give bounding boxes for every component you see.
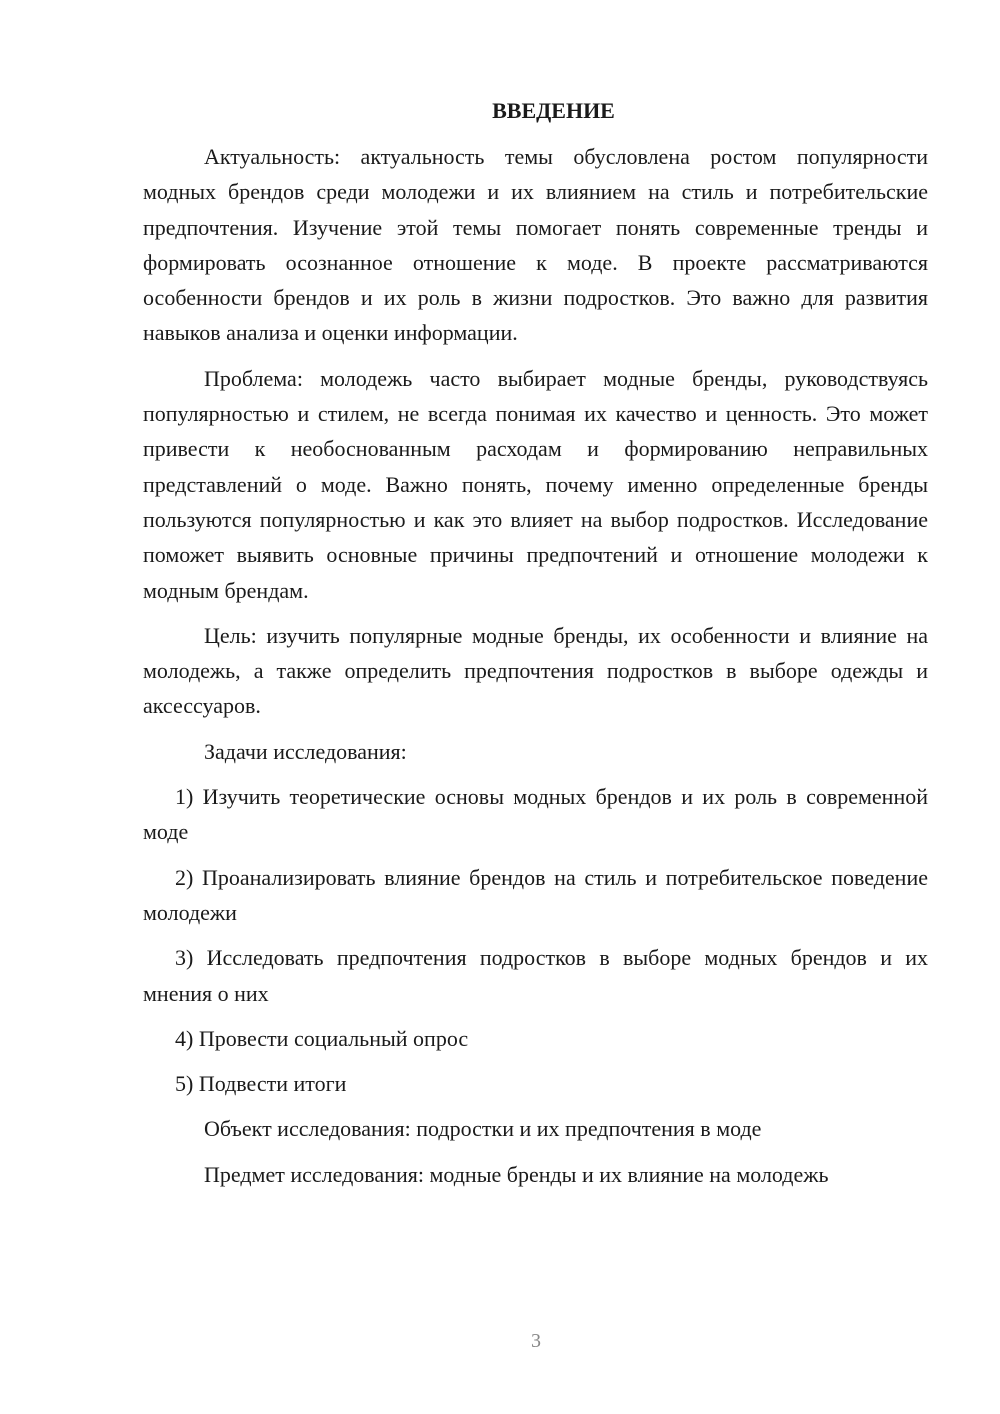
goal-paragraph: Цель: изучить популярные модные бренды, их особенности и влияние на молодежь, а также определить предпочтения подростков в выборе одежды и аксессуаров. [143, 622, 928, 719]
subject-paragraph: Предмет исследования: модные бренды и их влияние на молодежь [204, 1161, 829, 1187]
task-item: 3) Исследовать предпочтения подростков в выборе модных брендов и их мнения о них [143, 945, 928, 1006]
page-number: 3 [531, 1330, 541, 1352]
task-item: 2) Проанализировать влияние брендов на стиль и потребительское поведение молодежи [143, 864, 928, 925]
tasks-label: Задачи исследования: [204, 738, 407, 764]
relevance-paragraph: Актуальность: актуальность темы обусловлена ростом популярности модных брендов среди молодежи и их влиянием на стиль и потребительские предпочтения. Изучение этой темы помогает понять современные тренды и формировать осознанное отношение к моде. В проекте рассматриваются особенности брендов и их роль в жизни подростков. Это важно для развития навыков анализа и оценки информации. [143, 144, 928, 346]
problem-paragraph: Проблема: молодежь часто выбирает модные бренды, руководствуясь популярностью и стилем, не всегда понимая их качество и ценность. Это может привести к необоснованным расходам и формированию неправильных представлений о моде. Важно понять, почему именно определенные бренды пользуются популярностью и как это влияет на выбор подростков. Исследование поможет выявить основные причины предпочтений и отношение молодежи к модным брендам. [143, 365, 928, 603]
task-item: 1) Изучить теоретические основы модных брендов и их роль в современной моде [143, 784, 928, 845]
page-title: ВВЕДЕНИЕ [492, 98, 615, 123]
task-item: 4) Провести социальный опрос [175, 1025, 469, 1051]
object-paragraph: Объект исследования: подростки и их предпочтения в моде [204, 1116, 762, 1142]
task-item: 5) Подвести итоги [175, 1071, 347, 1097]
